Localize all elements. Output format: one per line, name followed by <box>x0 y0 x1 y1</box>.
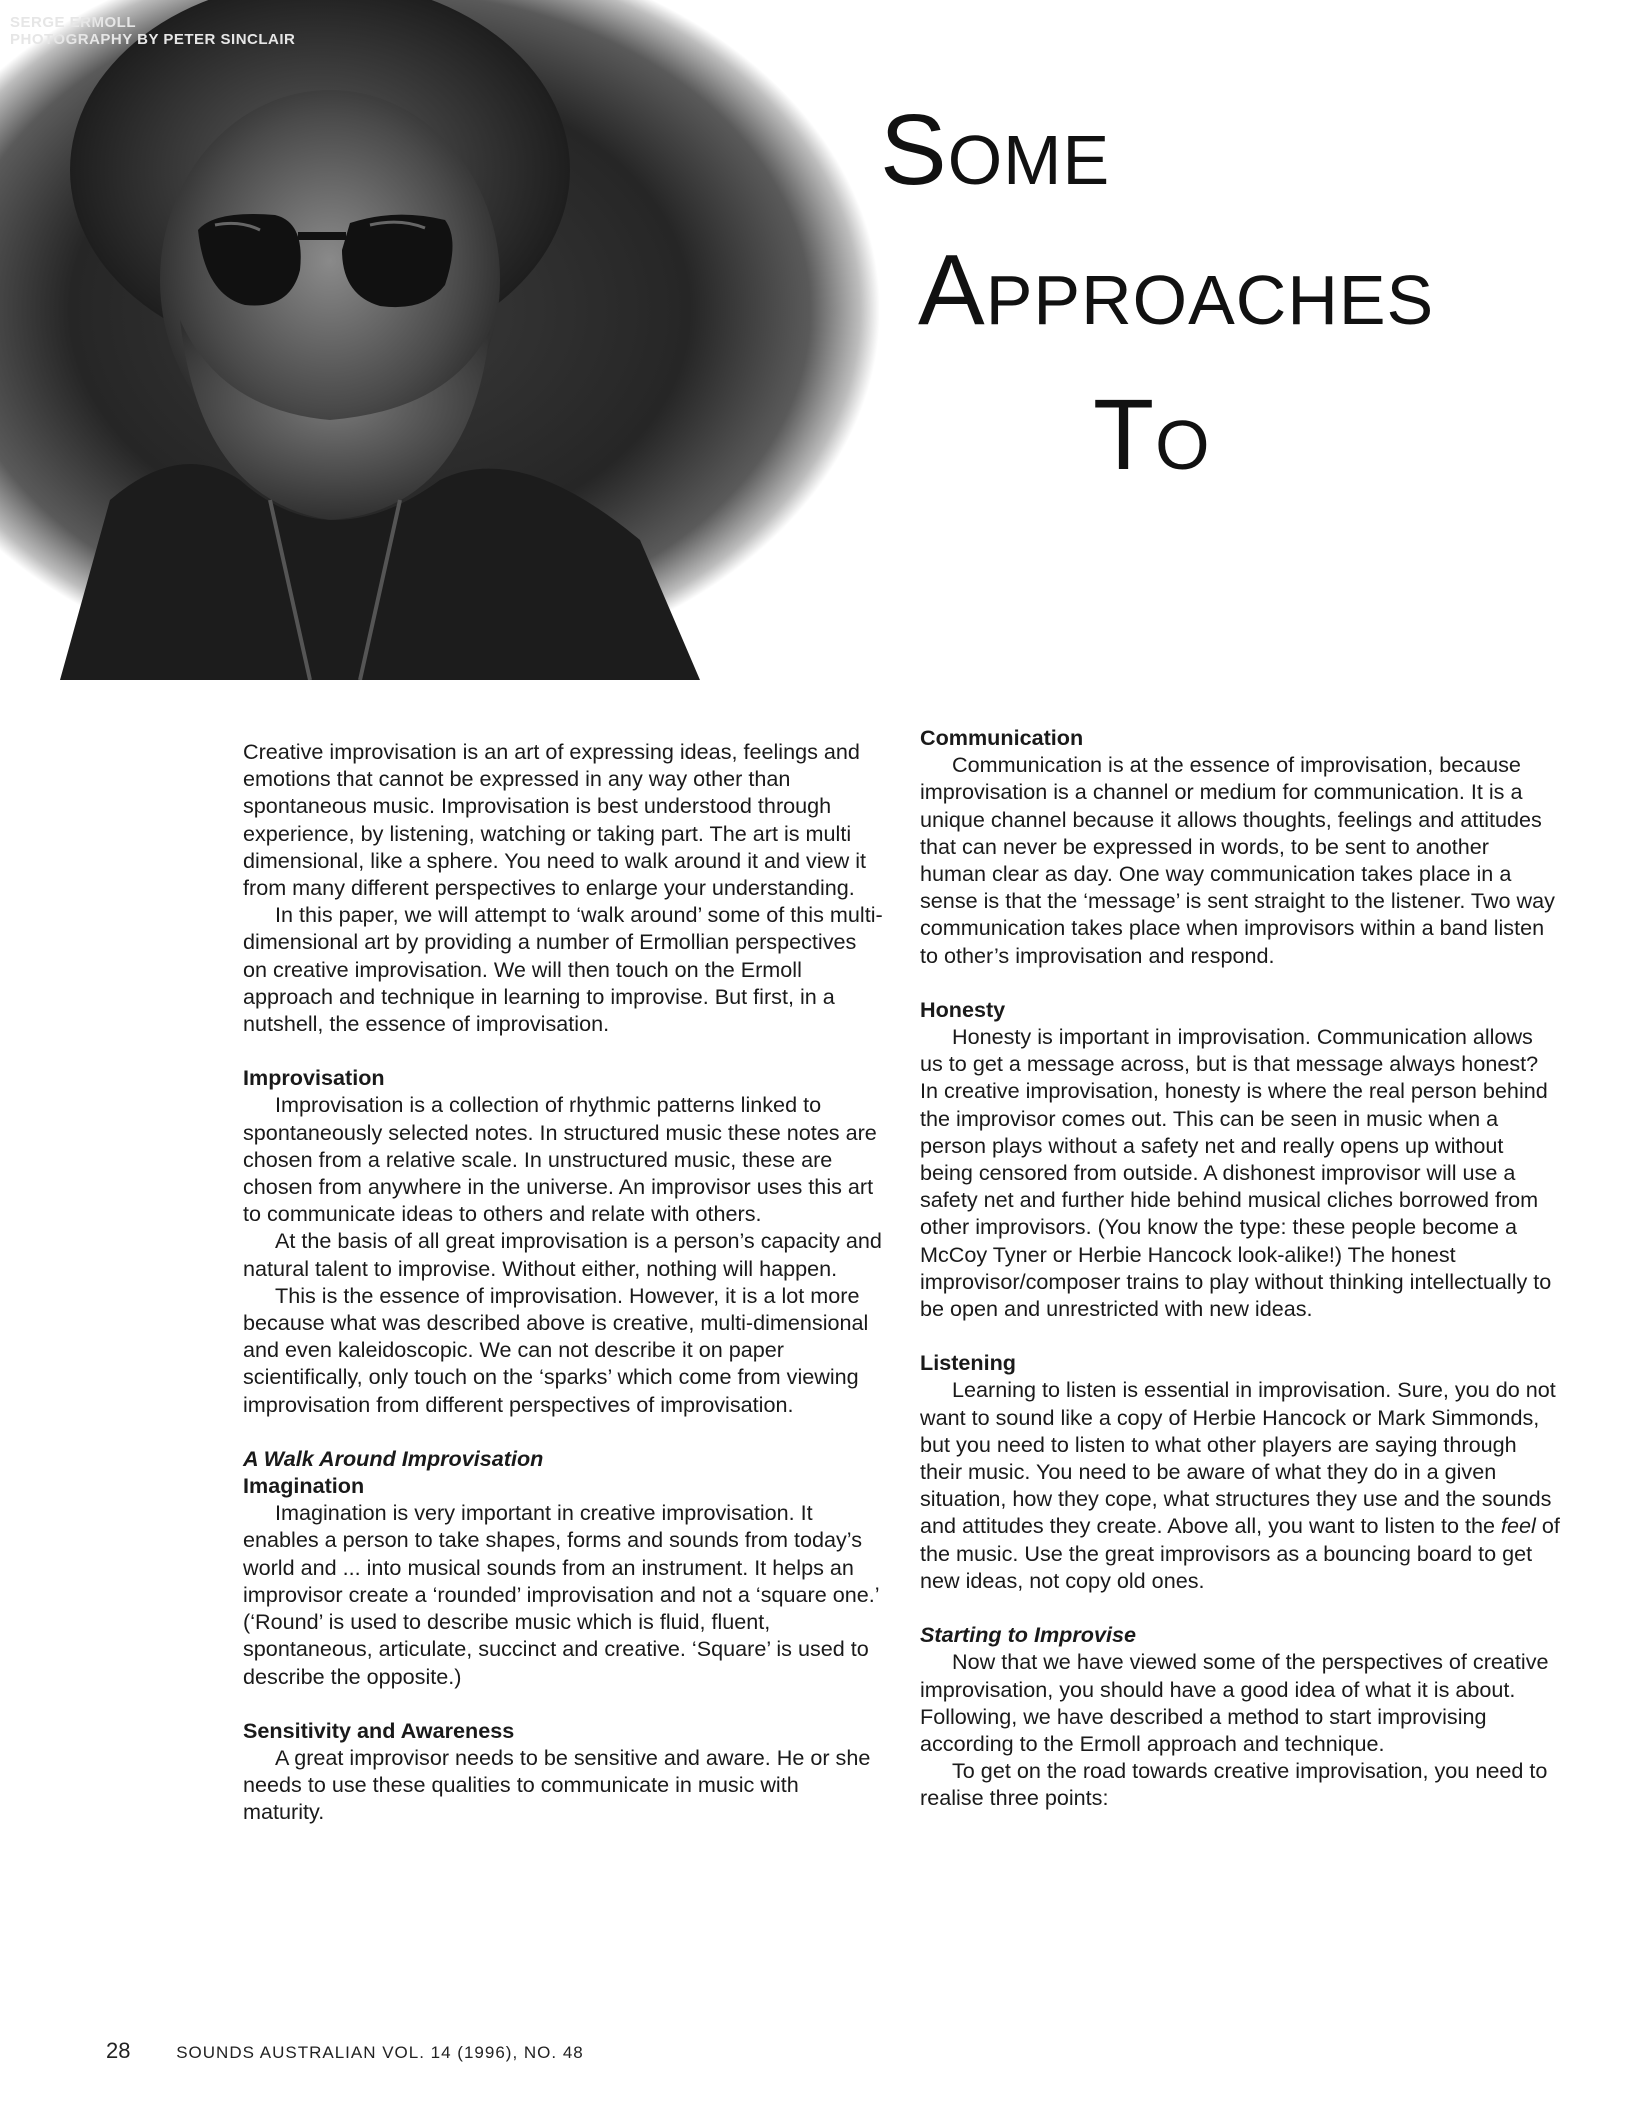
title-line-3: To <box>1093 379 1211 491</box>
portrait-photo <box>0 0 880 680</box>
author-credit: SERGE ERMOLL <box>10 14 137 31</box>
intro-paragraph-2: In this paper, we will attempt to ‘walk around’ some of this multi-dimensional art by providing a number of Ermollian perspectives on creative improvisation. We will then touch on the Ermoll approach and technique in learning to improvise. But first, in a nutshell, the essence of improvisation. <box>243 902 883 1037</box>
improvisation-paragraph-1: Improvisation is a collection of rhythmic patterns linked to spontaneously selected notes. In structured music these notes are chosen from a relative scale. In unstructured music, these are chosen from anywhere in the universe. An improvisor uses this art to communicate ideas to others and relate with others. <box>243 1092 877 1227</box>
photo-credit <box>10 14 295 48</box>
imagination-heading: Imagination <box>243 1473 365 1499</box>
honesty-paragraph: Honesty is important in improvisation. Communication allows us to get a message across, but is that message always honest? In creative improvisation, honesty is where the real person behind the improvisor comes out. This can be seen in music when a person plays without a safety net and really opens up without being censored from outside. A dishonest improvisor will use a safety net and further hide behind musical cliches borrowed from other improvisors. (You know the type: these people become a McCoy Tyner or Herbie Hancock look-alike!) The honest improvisor/composer trains to play without thinking intellectually to be open and unrestricted with new ideas. <box>920 1024 1552 1322</box>
communication-heading: Communication <box>920 725 1084 750</box>
title-line-2: Approaches <box>918 234 1435 346</box>
starting-paragraph-1: Now that we have viewed some of the perspectives of creative improvisation, you should have a good idea of what it is about. Following, we have described a method to start improvising according to the Ermoll approach and technique. <box>920 1649 1549 1756</box>
imagination-paragraph: Imagination is very important in creative improvisation. It enables a person to take shapes, forms and sounds from today’s world and ... into musical sounds from an instrument. It helps an improvisor create a ‘rounded’ improvisation and not a ‘square one.’ (‘Round’ is used to describe music which is fluid, fluent, spontaneous, articulate, succinct and creative. ‘Square’ is used to describe the opposite.) <box>243 1500 879 1689</box>
improvisation-paragraph-2: At the basis of all great improvisation is a person’s capacity and natural talent to improvise. Without either, nothing will happen. <box>243 1228 882 1281</box>
page-number: 28 <box>106 2038 131 2063</box>
intro-paragraph-1: Creative improvisation is an art of expressing ideas, feelings and emotions that cannot be expressed in any way other than spontaneous music. Improvisation is best understood through experience, by listening, watching or taking part. The art is multi dimensional, like a sphere. You need to walk around it and view it from many different perspectives to enlarge your understanding. <box>243 739 867 901</box>
listening-text-b: of the music. Use the great improvisors as a bouncing board to get new ideas, not copy old ones. <box>920 1513 1560 1593</box>
improvisation-heading: Improvisation <box>243 1065 385 1091</box>
starting-paragraph-2: To get on the road towards creative improvisation, you need to realise three points: <box>920 1758 1548 1811</box>
honesty-heading: Honesty <box>920 996 1006 1022</box>
photographer-credit: PHOTOGRAPHY BY PETER SINCLAIR <box>10 31 296 48</box>
listening-text-a: Learning to listen is essential in improvisation. Sure, you do not want to sound like a copy of Herbie Hancock or Mark Simmonds, but you need to listen to what other players are saying through their music. You need to be aware of what they do in a given situation, how they cope, what structures they use and the sounds and attitudes they create. Above all, you want to listen to the <box>920 1377 1556 1539</box>
page-footer <box>106 2038 584 2064</box>
title-line-1: Some <box>880 94 1111 206</box>
walk-around-heading: A Walk Around Improvisation <box>243 1445 544 1471</box>
listening-paragraph <box>920 1376 1560 1594</box>
listening-heading: Listening <box>920 1350 1016 1376</box>
publication-info: SOUNDS AUSTRALIAN VOL. 14 (1996), NO. 48 <box>176 2043 584 2062</box>
improvisation-paragraph-3: This is the essence of improvisation. However, it is a lot more because what was described above is creative, multi-dimensional and even kaleidoscopic. We can not describe it on paper scientifically, only touch on the ‘sparks’ which come from viewing improvisation from different perspectives of improvisation. <box>243 1282 869 1417</box>
sensitivity-heading: Sensitivity and Awareness <box>243 1717 515 1743</box>
sensitivity-paragraph: A great improvisor needs to be sensitive and aware. He or she needs to use these qualities to communicate in music with maturity. <box>243 1744 871 1825</box>
left-column <box>243 738 883 1826</box>
right-column <box>920 724 1560 1812</box>
starting-heading: Starting to Improvise <box>920 1622 1136 1648</box>
communication-paragraph: Communication is at the essence of improvisation, because improvisation is a channel or medium for communication. It is a unique channel because it allows thoughts, feelings and attitudes that can never be expressed in words, to be sent to another human clear as day. One way communication takes place in a sense is that the ‘message’ is sent straight to the listener. Two way communication takes place when improvisors within a band listen to other’s improvisation and respond. <box>920 752 1555 968</box>
listening-emphasis: feel <box>1501 1513 1536 1539</box>
